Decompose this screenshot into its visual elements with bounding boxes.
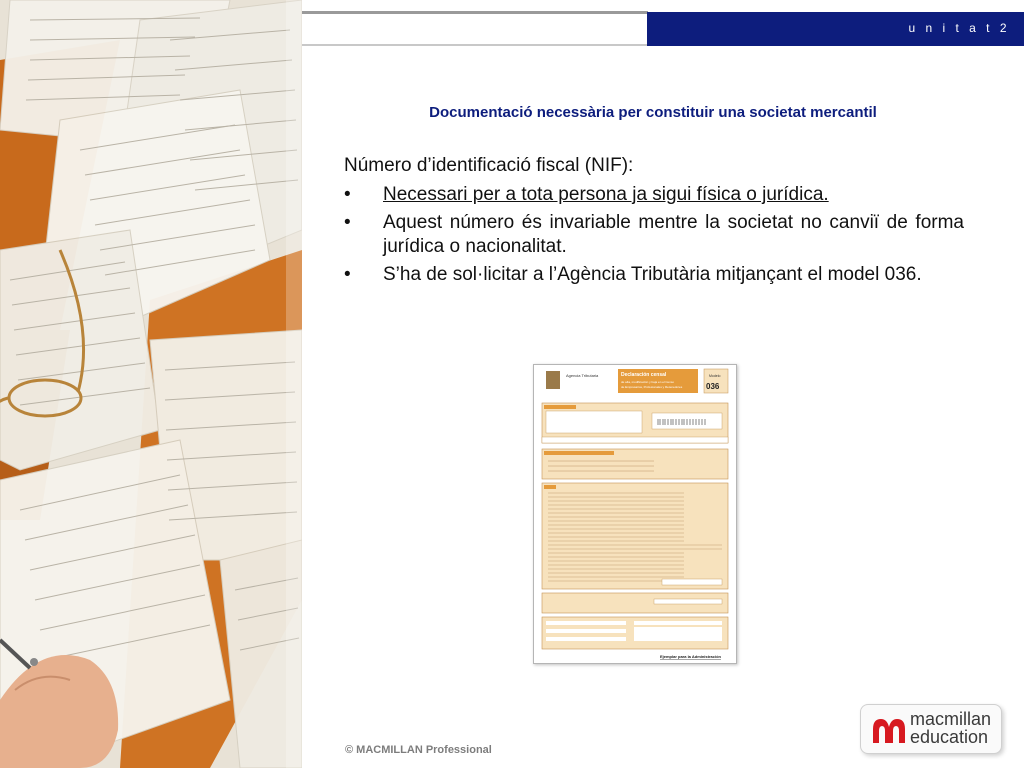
bullet-marker: • <box>344 264 351 285</box>
unit-label: u n i t a t 2 <box>908 21 1010 35</box>
slide-title: Documentació necessària per constituir una societat mercantil <box>429 104 877 121</box>
decorative-photo <box>0 0 302 768</box>
header-divider-line <box>302 11 648 14</box>
bullet-item <box>344 183 964 207</box>
photo-papers-illustration <box>0 0 302 768</box>
form-model-number: 036 <box>706 382 720 391</box>
macmillan-education-logo <box>860 704 1002 754</box>
form-model-label: Modelo <box>709 374 721 378</box>
copyright-text: © MACMILLAN Professional <box>345 744 492 756</box>
bullet-text: S’ha de sol·licitar a l’Agència Tributària mitjançant el model 036. <box>383 264 922 285</box>
section-heading: Número d’identificació fiscal (NIF): <box>344 155 634 176</box>
logo-wordmark <box>910 710 991 746</box>
form-footer-label: Ejemplar para la Administración <box>660 654 721 659</box>
macmillan-wave-icon <box>871 713 907 745</box>
form-title-line2: de alta, modificación y baja en el Censo <box>621 380 675 384</box>
bullet-text: Aquest número és invariable mentre la societat no canviï de forma jurídica o nacionalitat. <box>383 212 964 257</box>
form-agency: Agencia Tributaria <box>566 373 599 378</box>
form-title-line1: Declaración censal <box>621 372 667 378</box>
logo-line-macmillan: macmillan <box>910 709 992 729</box>
form-illustration <box>534 365 736 663</box>
logo-line-education: education <box>910 727 989 747</box>
bullet-list <box>344 183 964 291</box>
bullet-item <box>344 211 964 259</box>
bullet-item <box>344 263 964 287</box>
bullet-marker: • <box>344 184 351 205</box>
form-title-line3: de Empresarios, Profesionales y Retenedores <box>621 385 683 389</box>
header-bar <box>647 12 1024 46</box>
bullet-text: Necessari per a tota persona ja sigui física o jurídica. <box>383 184 829 205</box>
model-036-form-image <box>533 364 737 664</box>
crest-icon <box>546 371 560 389</box>
header-divider-line-bottom <box>302 44 648 46</box>
bullet-marker: • <box>344 212 351 233</box>
